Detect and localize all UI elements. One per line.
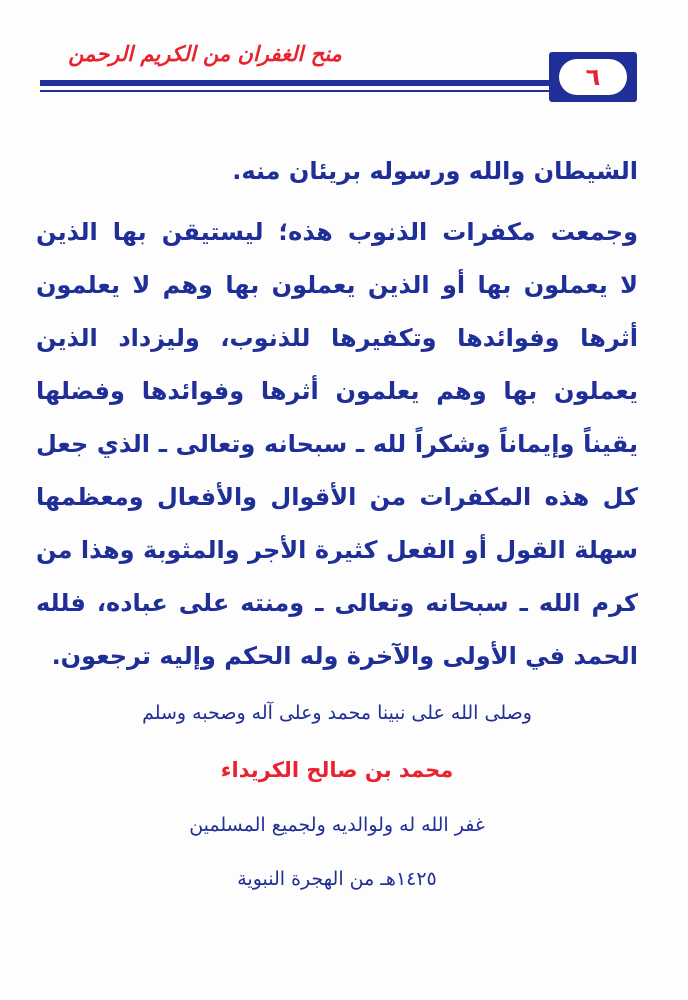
book-title: منح الغفران من الكريم الرحمن — [68, 42, 342, 66]
text-line: يقيناً وإيماناً وشكراً لله ـ سبحانه وتعالى ـ الذي جعل — [36, 430, 638, 458]
header-rule-thick — [40, 80, 552, 86]
paragraph-gap — [36, 201, 638, 209]
page-number-box — [549, 52, 637, 102]
text-line: يعملون بها وهم يعلمون أثرها وفوائدها وفضلها — [36, 377, 638, 405]
closing-dua: غفر الله له ولوالديه ولجميع المسلمين — [189, 814, 485, 836]
header-rule-thin — [40, 90, 552, 92]
author-name: محمد بن صالح الكريداء — [220, 758, 454, 782]
text-line: لا يعملون بها أو الذين يعملون بها وهم لا يعلمون — [36, 271, 638, 299]
page-number: ٦ — [559, 59, 627, 95]
closing-salawat: وصلى الله على نبينا محمد وعلى آله وصحبه وسلم — [142, 702, 532, 724]
text-line: سهلة القول أو الفعل كثيرة الأجر والمثوبة وهذا من — [36, 536, 638, 564]
text-line: وجمعت مكفرات الذنوب هذه؛ ليستيقن بها الذين — [36, 218, 638, 246]
page-header — [0, 0, 688, 110]
text-line: أثرها وفوائدها وتكفيرها للذنوب، وليزداد الذين — [36, 324, 638, 352]
hijri-date: ١٤٢٥هـ من الهجرة النبوية — [237, 868, 437, 890]
body-text — [36, 148, 638, 686]
text-line: الشيطان والله ورسوله بريئان منه. — [232, 157, 638, 185]
text-line: كل هذه المكفرات من الأقوال والأفعال ومعظمها — [36, 483, 638, 511]
text-line: الحمد في الأولى والآخرة وله الحكم وإليه ترجعون. — [51, 642, 638, 670]
text-line: كرم الله ـ سبحانه وتعالى ـ ومنته على عباده، فلله — [36, 589, 638, 617]
